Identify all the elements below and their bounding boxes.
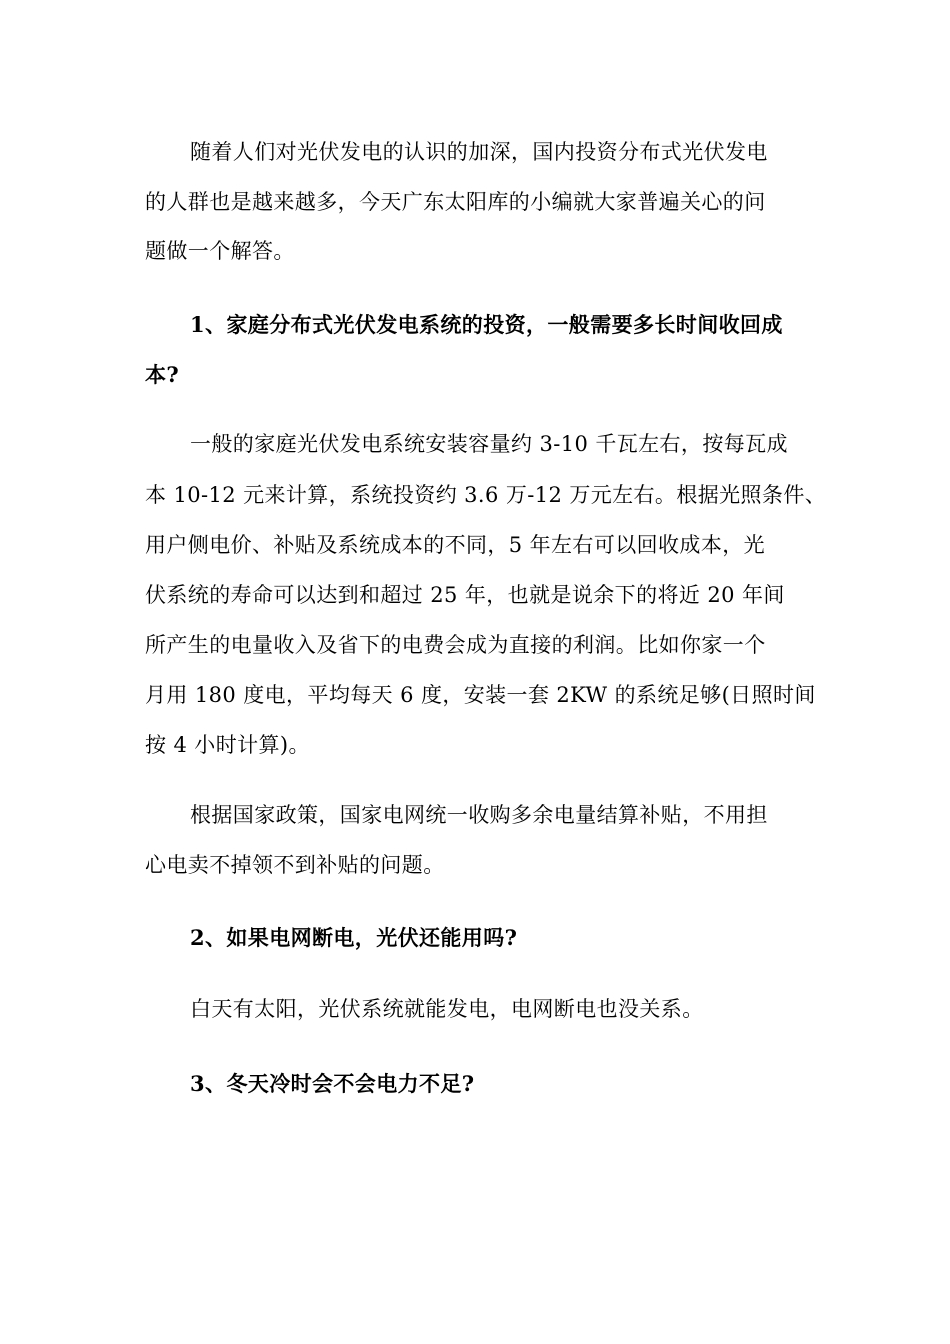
intro-line-1: 随着人们对光伏发电的认识的加深，国内投资分布式光伏发电 xyxy=(190,140,768,164)
intro-line-2: 的人群也是越来越多，今天广东太阳库的小编就大家普遍关心的问 xyxy=(145,190,766,214)
answer-1-line-2: 本 10-12 元来计算，系统投资约 3.6 万-12 万元左右。根据光照条件、 xyxy=(145,483,827,507)
answer-1-line-1: 一般的家庭光伏发电系统安装容量约 3-10 千瓦左右，按每瓦成 xyxy=(190,432,788,456)
question-3: 3、冬天冷时会不会电力不足? xyxy=(190,1071,475,1096)
answer-1-line-5: 所产生的电量收入及省下的电费会成为直接的利润。比如你家一个 xyxy=(145,633,766,657)
answer-1-line-7: 按 4 小时计算)。 xyxy=(145,733,310,757)
question-2: 2、如果电网断电，光伏还能用吗? xyxy=(190,925,518,950)
intro-line-3: 题做一个解答。 xyxy=(145,239,295,263)
answer-2: 白天有太阳，光伏系统就能发电，电网断电也没关系。 xyxy=(190,997,704,1021)
question-1-line-2: 本? xyxy=(145,362,180,387)
question-1-line-1: 1、家庭分布式光伏发电系统的投资，一般需要多长时间收回成 xyxy=(190,312,783,337)
answer-1-line-4: 伏系统的寿命可以达到和超过 25 年，也就是说余下的将近 20 年间 xyxy=(145,583,785,607)
answer-1b-line-1: 根据国家政策，国家电网统一收购多余电量结算补贴，不用担 xyxy=(190,803,768,827)
answer-1-line-6: 月用 180 度电，平均每天 6 度，安装一套 2KW 的系统足够(日照时间 xyxy=(145,683,816,707)
answer-1b-line-2: 心电卖不掉领不到补贴的问题。 xyxy=(145,853,445,877)
answer-1-line-3: 用户侧电价、补贴及系统成本的不同，5 年左右可以回收成本，光 xyxy=(145,533,766,557)
